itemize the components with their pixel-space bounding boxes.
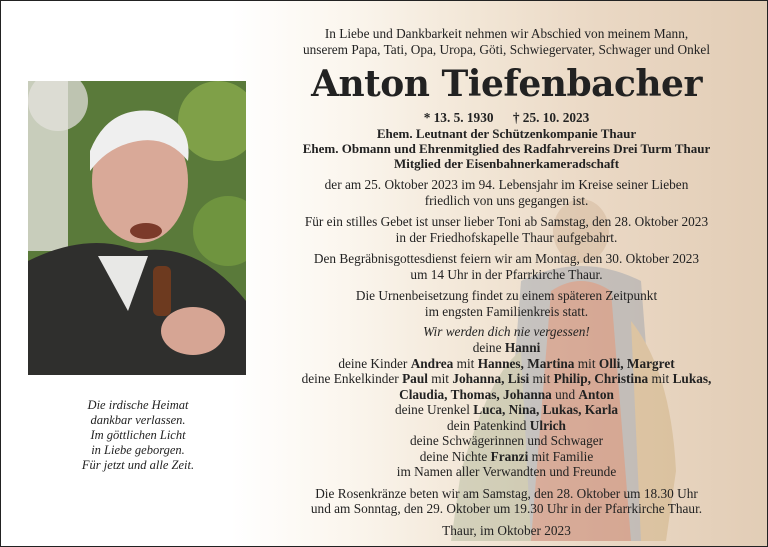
- verse-line: Die irdische Heimat: [87, 398, 189, 412]
- urn-line: Die Urnenbeisetzung findet zu einem späteren Zeitpunkt: [355, 288, 658, 303]
- death-date: † 25. 10. 2023: [512, 110, 590, 125]
- verse-line: Für jetzt und alle Zeit.: [81, 458, 195, 472]
- honorary-titles: [284, 126, 729, 171]
- passing-line: der am 25. Oktober 2023 im 94. Lebensjahr im Kreise seiner Lieben: [324, 177, 689, 192]
- family-inlaws: deine Schwägerinnen und Schwager: [409, 433, 604, 448]
- funeral-line: um 14 Uhr in der Pfarrkirche Thaur.: [410, 266, 603, 282]
- intro-line: In Liebe und Dankbarkeit nehmen wir Abschied von meinem Mann,: [324, 26, 689, 41]
- deceased-name: Anton Tiefenbacher: [311, 63, 702, 105]
- title-line: Ehem. Obmann und Ehrenmitglied des Radfahrvereins Drei Turm Thaur: [302, 141, 711, 156]
- family-grandchildren: deine Enkelkinder Paul mit Johanna, Lisi mit Philip, Christina mit Lukas,: [301, 371, 712, 386]
- family-niece: deine Nichte Franzi mit Familie: [419, 448, 594, 464]
- place-date: Thaur, im Oktober 2023: [442, 522, 571, 538]
- family-godchild: dein Patenkind Ulrich: [447, 417, 566, 433]
- verse-line: dankbar verlassen.: [90, 413, 186, 427]
- urn-line: im engsten Familienkreis statt.: [424, 303, 589, 319]
- life-dates: [284, 110, 729, 126]
- title-line: Ehem. Leutnant der Schützenkompanie Thaur: [376, 126, 637, 141]
- rosary-notice: [284, 486, 729, 517]
- funeral-notice: [284, 251, 729, 282]
- passing-notice: [284, 177, 729, 208]
- family-list: [284, 340, 729, 480]
- intro-line: unserem Papa, Tati, Opa, Uropa, Göti, Schwiegervater, Schwager und Onkel: [302, 42, 711, 57]
- rosary-line: Die Rosenkränze beten wir am Samstag, den 28. Oktober um 18.30 Uhr: [315, 485, 698, 501]
- family-wife: deine Hanni: [472, 340, 541, 355]
- title-line: Mitglied der Eisenbahnerkameradschaft: [393, 156, 620, 171]
- urn-notice: [284, 288, 729, 319]
- memorial-verse: [63, 398, 213, 473]
- family-grandchildren-cont: Claudia, Thomas, Johanna und Anton: [399, 386, 614, 402]
- prayer-line: Für ein stilles Gebet ist unser lieber Toni ab Samstag, den 28. Oktober 2023: [304, 214, 709, 229]
- prayer-notice: [284, 214, 729, 245]
- family-all: im Namen aller Verwandten und Freunde: [396, 464, 617, 479]
- portrait-photo: [28, 81, 246, 375]
- obituary-text: [284, 26, 729, 539]
- passing-line: friedlich von uns gegangen ist.: [424, 192, 589, 208]
- verse-line: in Liebe geborgen.: [91, 443, 185, 457]
- funeral-line: Den Begräbnisgottesdienst feiern wir am Montag, den 30. Oktober 2023: [313, 251, 700, 266]
- family-great-grandchildren: deine Urenkel Luca, Nina, Lukas, Karla: [394, 402, 619, 417]
- motto: Wir werden dich nie vergessen!: [423, 324, 590, 339]
- family-children: deine Kinder Andrea mit Hannes, Martina mit Olli, Margret: [338, 355, 675, 371]
- verse-line: Im göttlichen Licht: [90, 428, 186, 442]
- birth-date: * 13. 5. 1930: [423, 110, 494, 125]
- rosary-line: und am Sonntag, den 29. Oktober um 19.30 Uhr in der Pfarrkirche Thaur.: [310, 501, 703, 516]
- prayer-line: in der Friedhofskapelle Thaur aufgebahrt.: [395, 229, 618, 245]
